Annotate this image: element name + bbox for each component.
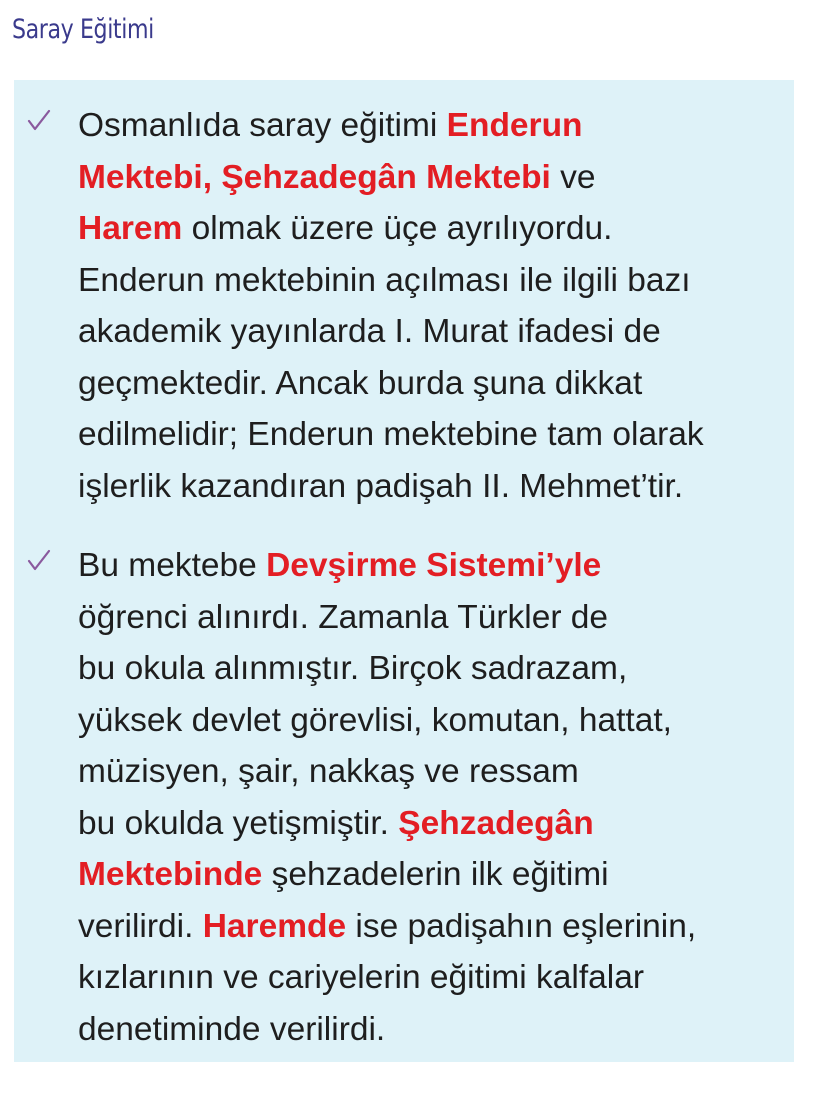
text-line: bu okulda yetişmiştir. Şehzadegân bbox=[78, 804, 594, 842]
text-line: geçmektedir. Ancak burda şuna dikkat bbox=[78, 364, 643, 402]
text-line: denetiminde verilirdi. bbox=[78, 1010, 386, 1048]
text-line: yüksek devlet görevlisi, komutan, hattat, bbox=[78, 701, 672, 739]
bullet-text bbox=[78, 540, 792, 1055]
text-line: müzisyen, şair, nakkaş ve ressam bbox=[78, 753, 579, 790]
text-line: Osmanlıda saray eğitimi Enderun bbox=[78, 107, 583, 144]
text-line: Mektebinde şehzadelerin ilk eğitimi bbox=[78, 856, 609, 893]
highlight-term: Harem bbox=[78, 210, 183, 247]
highlight-term: Mektebi, Şehzadegân Mektebi bbox=[78, 158, 551, 196]
checkmark-icon bbox=[26, 108, 52, 134]
text-line: edilmelidir; Enderun mektebine tam olarak bbox=[78, 416, 704, 453]
highlight-term: Mektebinde bbox=[78, 856, 263, 893]
text-line: Enderun mektebinin açılması ile ilgili bazı bbox=[78, 261, 691, 299]
highlight-term: Devşirme Sistemi’yle bbox=[266, 547, 602, 584]
section-heading: Saray Eğitimi bbox=[12, 14, 154, 45]
text-line: akademik yayınlarda I. Murat ifadesi de bbox=[78, 313, 661, 350]
text-line: Bu mektebe Devşirme Sistemi’yle bbox=[78, 547, 602, 584]
text-line: öğrenci alınırdı. Zamanla Türkler de bbox=[78, 598, 609, 636]
highlight-term: Enderun bbox=[446, 107, 583, 144]
checkmark-icon bbox=[26, 548, 52, 574]
text-line: verilirdi. Haremde ise padişahın eşlerinin, bbox=[78, 907, 697, 945]
text-line: bu okula alınmıştır. Birçok sadrazam, bbox=[78, 650, 628, 687]
info-panel bbox=[14, 80, 794, 1062]
text-line: kızlarının ve cariyelerin eğitimi kalfalar bbox=[78, 959, 644, 996]
highlight-term: Haremde bbox=[202, 907, 347, 945]
bullet-text bbox=[78, 100, 792, 512]
text-line: işlerlik kazandıran padişah II. Mehmet’tir. bbox=[78, 467, 684, 505]
highlight-term: Şehzadegân bbox=[398, 804, 594, 842]
text-line: Harem olmak üzere üçe ayrılıyordu. bbox=[78, 210, 613, 247]
text-line: Mektebi, Şehzadegân Mektebi ve bbox=[78, 158, 596, 196]
